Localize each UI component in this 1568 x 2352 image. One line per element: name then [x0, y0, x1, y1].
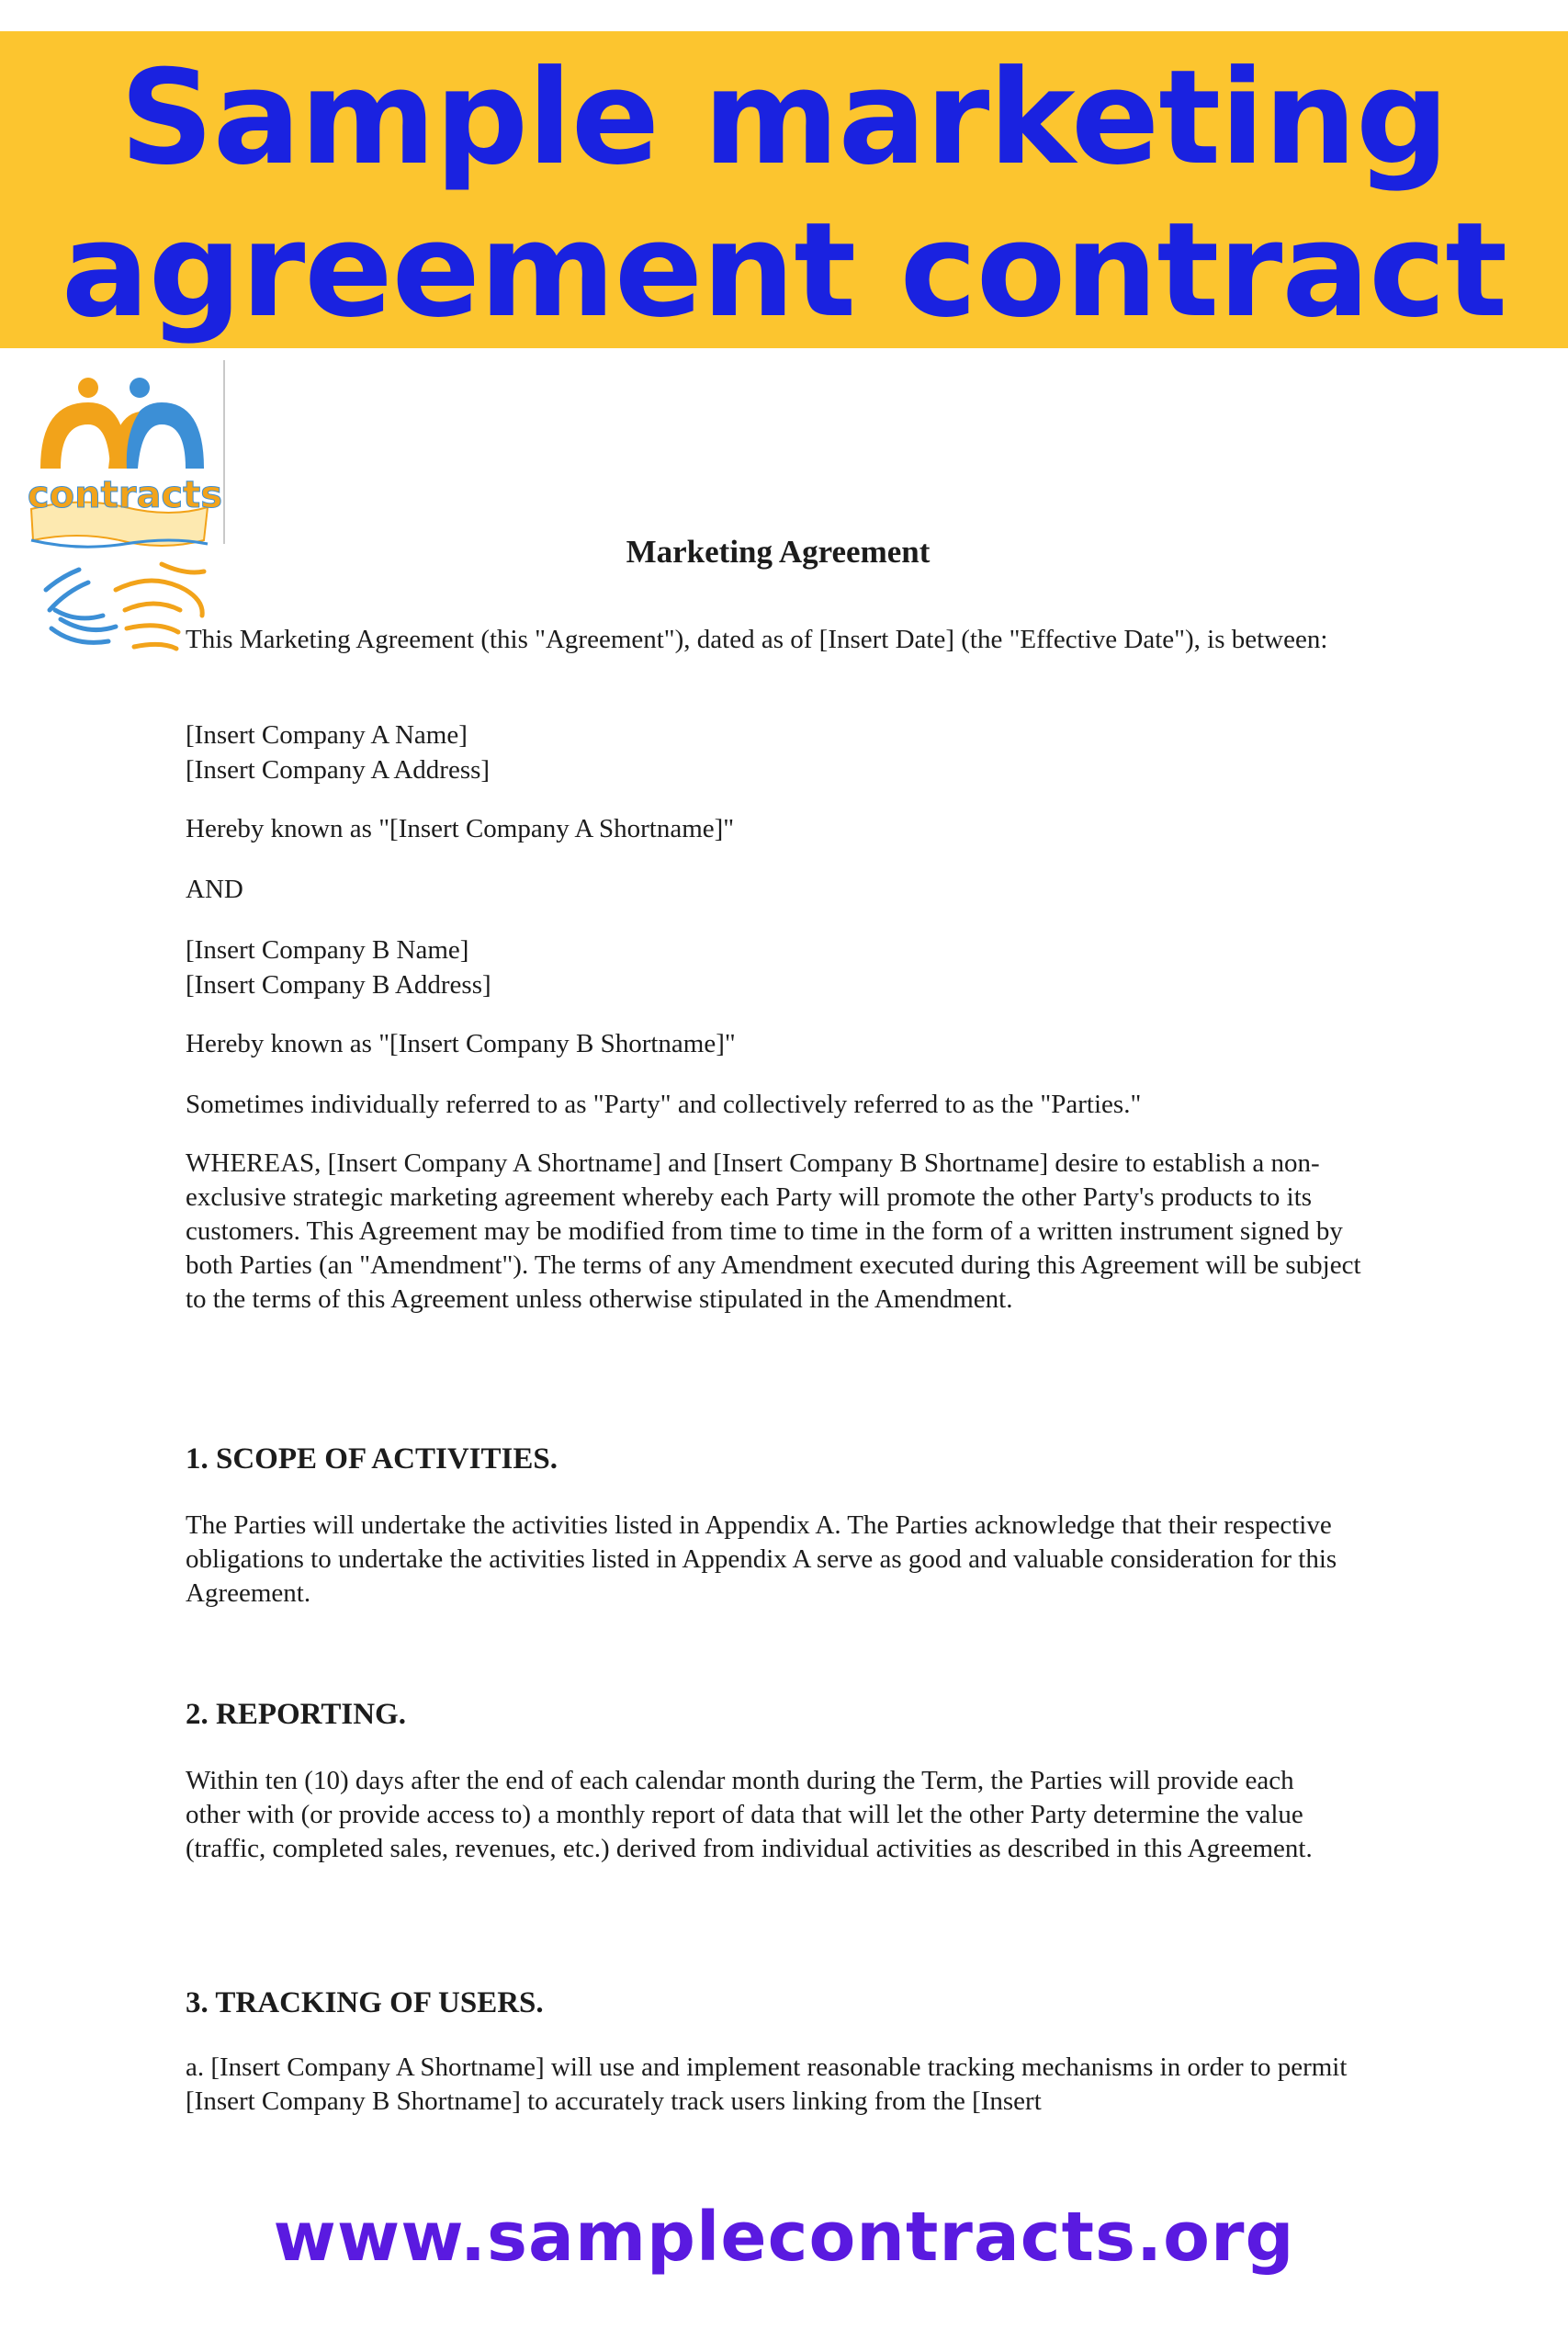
- company-b-known-as: Hereby known as "[Insert Company B Shortname]": [186, 1029, 736, 1058]
- section-heading: 2. REPORTING.: [186, 1698, 406, 1731]
- intro-paragraph: This Marketing Agreement (this "Agreement"), dated as of [Insert Date] (the "Effective Date"), is between:: [186, 625, 1328, 654]
- company-a-known-as: Hereby known as "[Insert Company A Shortname]": [186, 814, 735, 843]
- footer-website-url: www.samplecontracts.org: [273, 2198, 1295, 2277]
- contracts-logo-graphic: [24, 360, 228, 656]
- company-a-address: [Insert Company A Address]: [186, 755, 491, 785]
- section-body: a. [Insert Company A Shortname] will use and implement reasonable tracking mechanisms in order to permit [Insert Company B Shortname] to accurately track users linking from the [Insert: [186, 2052, 1348, 2116]
- section-body: Within ten (10) days after the end of each calendar month during the Term, the Parties will provide each other with (or provide access to) a monthly report of data that will let the other Party determine the value (traffic, completed sales, revenues, etc.) derived from individual activities as described in this Agreement.: [186, 1766, 1313, 1863]
- whereas-paragraph: WHEREAS, [Insert Company A Shortname] and [Insert Company B Shortname] desire to establish a non-exclusive strategic marketing agreement whereby each Party will promote the other Party's products to its customers. This Agreement may be modified from time to time in the form of a written instrument signed by both Parties (an "Amendment"). The terms of any Amendment executed during this Agreement will be subject to the terms of this Agreement unless otherwise stipulated in the Amendment.: [186, 1148, 1361, 1314]
- company-b-address: [Insert Company B Address]: [186, 970, 491, 1000]
- company-a-name: [Insert Company A Name]: [186, 720, 468, 750]
- document-title: Marketing Agreement: [626, 534, 931, 570]
- people-arch-icon: [40, 378, 204, 469]
- and-separator: AND: [186, 875, 243, 904]
- title-banner: [0, 31, 1568, 348]
- section-heading: 3. TRACKING OF USERS.: [186, 1986, 544, 2019]
- section-heading: 1. SCOPE OF ACTIVITIES.: [186, 1442, 558, 1476]
- banner-title: Sample marketing agreement contract: [61, 42, 1507, 346]
- handshake-icon: [46, 564, 204, 649]
- parties-note: Sometimes individually referred to as "Party" and collectively referred to as the "Parties.": [186, 1090, 1142, 1119]
- contracts-logo: [24, 360, 228, 656]
- section-body: The Parties will undertake the activities listed in Appendix A. The Parties acknowledge that their respective obligations to undertake the activities listed in Appendix A serve as good and valuable consideration for this Agreement.: [186, 1510, 1337, 1608]
- company-b-name: [Insert Company B Name]: [186, 935, 469, 965]
- logo-text: contracts: [27, 474, 223, 516]
